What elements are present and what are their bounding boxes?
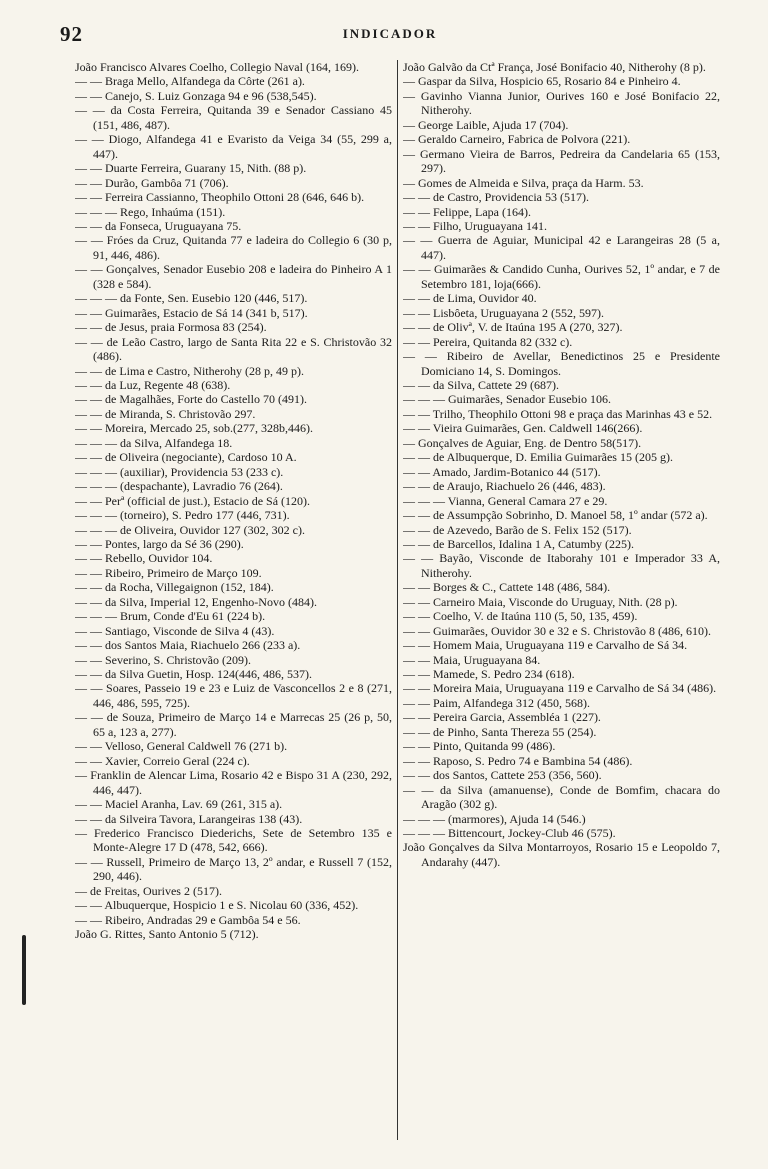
directory-entry: — — Ribeiro, Primeiro de Março 109. <box>75 565 262 580</box>
directory-entry: — — Amado, Jardim-Botanico 44 (517). <box>403 464 601 479</box>
directory-entry: — — Soares, Passeio 19 e 23 e Luiz de Vasconcellos 2 e 8 (271, 446, 486, 595, 725). <box>75 681 392 710</box>
directory-entry: — — dos Santos Maia, Riachuelo 266 (233 a). <box>75 638 301 653</box>
directory-entry: — Gavinho Vianna Junior, Ourives 160 e José Bonifacio 22, Nitherohy. <box>403 88 720 118</box>
directory-entry: — — Bayão, Visconde de Itaborahy 101 e Imperador 33 A, Nitherohy. <box>403 551 720 580</box>
directory-entry: João Gonçalves da Silva Montarroyos, Rosario 15 e Leopoldo 7, Andarahy (447). <box>403 840 720 869</box>
directory-entry: — — — (auxiliar), Providencia 53 (233 c). <box>75 464 284 479</box>
directory-entry: — — Guimarães, Estacio de Sá 14 (341 b, 517). <box>75 305 308 320</box>
directory-entry: — — Moreira, Mercado 25, sob.(277, 328b,446). <box>75 421 313 436</box>
directory-entry: — — da Silveira Tavora, Larangeiras 138 (43). <box>75 811 303 826</box>
directory-entry: — Frederico Francisco Diederichs, Sete de Setembro 135 e Monte-Alegre 17 D (478, 542, 666). <box>75 826 392 855</box>
directory-entry: — — Ribeiro de Avellar, Benedictinos 25 e Presidente Domiciano 14, S. Domingos. <box>403 349 720 378</box>
directory-entry: — — Diogo, Alfandega 41 e Evaristo da Veiga 34 (55, 299 a, 447). <box>75 132 392 161</box>
directory-entry: — — Perª (official de just.), Estacio de Sá (120). <box>75 493 311 508</box>
directory-entry: — — Carneiro Maia, Visconde do Uruguay, Nith. (28 p). <box>403 594 678 609</box>
directory-entry: — — Ribeiro, Andradas 29 e Gambôa 54 e 56. <box>75 912 301 927</box>
page-number: 92 <box>60 22 83 46</box>
page-header <box>60 22 720 46</box>
column-divider <box>397 60 398 1140</box>
directory-entry: — Gonçalves de Aguiar, Eng. de Dentro 58(517). <box>403 435 642 450</box>
directory-entry: — — de Castro, Providencia 53 (517). <box>403 190 589 205</box>
directory-entry: — — Felippe, Lapa (164). <box>403 204 531 219</box>
directory-entry: — — Canejo, S. Luiz Gonzaga 94 e 96 (538,545). <box>75 88 317 103</box>
directory-entry: — — Santiago, Visconde de Silva 4 (43). <box>75 623 275 638</box>
directory-entry: — — — da Silva, Alfandega 18. <box>75 435 233 450</box>
directory-entry: — — de Albuquerque, D. Emilia Guimarães 15 (205 g). <box>403 450 673 465</box>
directory-entry: — — Paim, Alfandega 312 (450, 568). <box>403 695 590 710</box>
directory-entry: — — Velloso, General Caldwell 76 (271 b). <box>75 739 288 754</box>
directory-entry: — — Russell, Primeiro de Março 13, 2º andar, e Russell 7 (152, 290, 446). <box>75 854 392 884</box>
directory-entry: — Gaspar da Silva, Hospicio 65, Rosario 84 e Pinheiro 4. <box>403 74 681 89</box>
directory-entry: João G. Rittes, Santo Antonio 5 (712). <box>75 927 259 942</box>
directory-entry: — — — Guimarães, Senador Eusebio 106. <box>403 392 611 407</box>
directory-entry: — — da Rocha, Villegaignon (152, 184). <box>75 580 274 595</box>
directory-entry: — — — Bittencourt, Jockey-Club 46 (575). <box>403 826 616 841</box>
directory-entry: — — Maciel Aranha, Lav. 69 (261, 315 a). <box>75 797 283 812</box>
directory-entry: — — Ferreira Cassianno, Theophilo Ottoni 28 (646, 646 b). <box>75 190 365 205</box>
directory-entry: — — Moreira Maia, Uruguayana 119 e Carvalho de Sá 34 (486). <box>403 681 717 696</box>
directory-entry: João Francisco Alvares Coelho, Collegio Naval (164, 169). <box>75 60 359 74</box>
directory-entry: — Geraldo Carneiro, Fabrica de Polvora (221). <box>403 132 631 147</box>
directory-columns <box>75 60 725 1145</box>
directory-entry: — — da Silva Guetin, Hosp. 124(446, 486, 537). <box>75 667 312 682</box>
left-column <box>75 60 392 1145</box>
directory-entry: — — Durão, Gambôa 71 (706). <box>75 175 229 190</box>
directory-entry: — — Pinto, Quitanda 99 (486). <box>403 739 556 754</box>
binding-mark <box>22 935 26 1005</box>
directory-entry: — — de Azevedo, Barão de S. Felix 152 (517). <box>403 522 632 537</box>
directory-entry: — — Pereira, Quitanda 82 (332 c). <box>403 334 573 349</box>
directory-entry: — — Trilho, Theophilo Ottoni 98 e praça das Marinhas 43 e 52. <box>403 406 713 421</box>
directory-entry: João Galvão da Ctª França, José Bonifacio 40, Nitherohy (8 p). <box>403 60 706 74</box>
directory-entry: — — Guimarães, Ouvidor 30 e 32 e S. Christovão 8 (486, 610). <box>403 623 711 638</box>
directory-entry: — — Fróes da Cruz, Quitanda 77 e ladeira do Collegio 6 (30 p, 91, 446, 486). <box>75 233 392 262</box>
directory-entry: — Germano Vieira de Barros, Pedreira da Candelaria 65 (153, 297). <box>403 146 720 176</box>
directory-entry: — — — Vianna, General Camara 27 e 29. <box>403 493 608 508</box>
directory-entry: — — Guimarães & Candido Cunha, Ourives 52, 1º andar, e 7 de Setembro 181, loja(666). <box>403 262 720 291</box>
directory-entry: — — Pereira Garcia, Assembléa 1 (227). <box>403 710 601 725</box>
directory-entry: — — Severino, S. Christovão (209). <box>75 652 251 667</box>
directory-entry: — — Rebello, Ouvidor 104. <box>75 551 213 566</box>
directory-entry: — — — (marmores), Ajuda 14 (546.) <box>403 811 586 826</box>
directory-entry: — — de Pinho, Santa Thereza 55 (254). <box>403 724 597 739</box>
directory-entry: — — Guerra de Aguiar, Municipal 42 e Larangeiras 28 (5 a, 447). <box>403 233 720 262</box>
directory-entry: — — Duarte Ferreira, Guarany 15, Nith. (88 p). <box>75 161 307 176</box>
directory-entry: — — Lisbôeta, Uruguayana 2 (552, 597). <box>403 305 604 320</box>
directory-entry: — — Gonçalves, Senador Eusebio 208 e ladeira do Pinheiro A 1 (328 e 584). <box>75 262 392 291</box>
directory-entry: — — da Luz, Regente 48 (638). <box>75 377 231 392</box>
directory-entry: — — Pontes, largo da Sé 36 (290). <box>75 536 244 551</box>
directory-entry: — Gomes de Almeida e Silva, praça da Harm. 53. <box>403 175 644 190</box>
directory-entry: — — Raposo, S. Pedro 74 e Bambina 54 (486). <box>403 753 633 768</box>
directory-entry: — — de Olivª, V. de Itaúna 195 A (270, 327). <box>403 320 623 335</box>
directory-entry: — — de Souza, Primeiro de Março 14 e Marrecas 25 (26 p, 50, 65 a, 123 a, 277). <box>75 710 392 739</box>
directory-entry: — — Filho, Uruguayana 141. <box>403 218 547 233</box>
directory-entry: — — — da Fonte, Sen. Eusebio 120 (446, 517). <box>75 291 308 306</box>
directory-entry: — — de Jesus, praia Formosa 83 (254). <box>75 320 267 335</box>
directory-entry: — — de Barcellos, Idalina 1 A, Catumby (225). <box>403 536 634 551</box>
directory-entry: — — de Lima e Castro, Nitherohy (28 p, 49 p). <box>75 363 304 378</box>
running-head: INDICADOR <box>342 26 438 41</box>
directory-entry: — — Borges & C., Cattete 148 (486, 584). <box>403 580 611 595</box>
directory-entry: — — Vieira Guimarães, Gen. Caldwell 146(266). <box>403 421 643 436</box>
directory-entry: — — Homem Maia, Uruguayana 119 e Carvalho de Sá 34. <box>403 638 688 653</box>
right-column <box>403 60 720 1145</box>
directory-entry: — — Coelho, V. de Itaúna 110 (5, 50, 135, 459). <box>403 609 638 624</box>
directory-entry: — — — Brum, Conde d'Eu 61 (224 b). <box>75 609 266 624</box>
directory-entry: — — dos Santos, Cattete 253 (356, 560). <box>403 768 602 783</box>
directory-entry: — — de Lima, Ouvidor 40. <box>403 291 537 306</box>
directory-entry: — — — Rego, Inhaúma (151). <box>75 204 226 219</box>
directory-entry: — Franklin de Alencar Lima, Rosario 42 e Bispo 31 A (230, 292, 446, 447). <box>75 768 392 797</box>
directory-entry: — — de Oliveira (negociante), Cardoso 10 A. <box>75 450 297 465</box>
directory-entry: — George Laible, Ajuda 17 (704). <box>403 117 569 132</box>
directory-entry: — — — de Oliveira, Ouvidor 127 (302, 302 c). <box>75 522 305 537</box>
directory-entry: — — de Assumpção Sobrinho, D. Manoel 58, 1º andar (572 a). <box>403 508 708 523</box>
directory-entry: — — — (despachante), Lavradio 76 (264). <box>75 479 283 494</box>
directory-entry: — — de Araujo, Riachuelo 26 (446, 483). <box>403 479 606 494</box>
directory-entry: — — da Fonseca, Uruguayana 75. <box>75 218 242 233</box>
directory-entry: — — da Costa Ferreira, Quitanda 39 e Senador Cassiano 45 (151, 486, 487). <box>75 103 392 132</box>
directory-entry: — — Braga Mello, Alfandega da Côrte (261 a). <box>75 74 305 89</box>
directory-entry: — — de Miranda, S. Christovão 297. <box>75 406 256 421</box>
directory-entry: — de Freitas, Ourives 2 (517). <box>75 883 222 898</box>
directory-entry: — — Maia, Uruguayana 84. <box>403 652 541 667</box>
directory-entry: — — da Silva, Imperial 12, Engenho-Novo (484). <box>75 594 317 609</box>
directory-entry: — — de Magalhães, Forte do Castello 70 (491). <box>75 392 307 407</box>
directory-entry: — — da Silva (amanuense), Conde de Bomfim, chacara do Aragão (302 g). <box>403 782 720 812</box>
directory-entry: — — de Leão Castro, largo de Santa Rita 22 e S. Christovão 32 (486). <box>75 334 392 364</box>
directory-entry: — — da Silva, Cattete 29 (687). <box>403 377 559 392</box>
directory-entry: — — Mamede, S. Pedro 234 (618). <box>403 667 575 682</box>
directory-entry: — — Albuquerque, Hospicio 1 e S. Nicolau 60 (336, 452). <box>75 898 359 913</box>
directory-entry: — — Xavier, Correio Geral (224 c). <box>75 753 250 768</box>
directory-entry: — — — (torneiro), S. Pedro 177 (446, 731). <box>75 508 290 523</box>
